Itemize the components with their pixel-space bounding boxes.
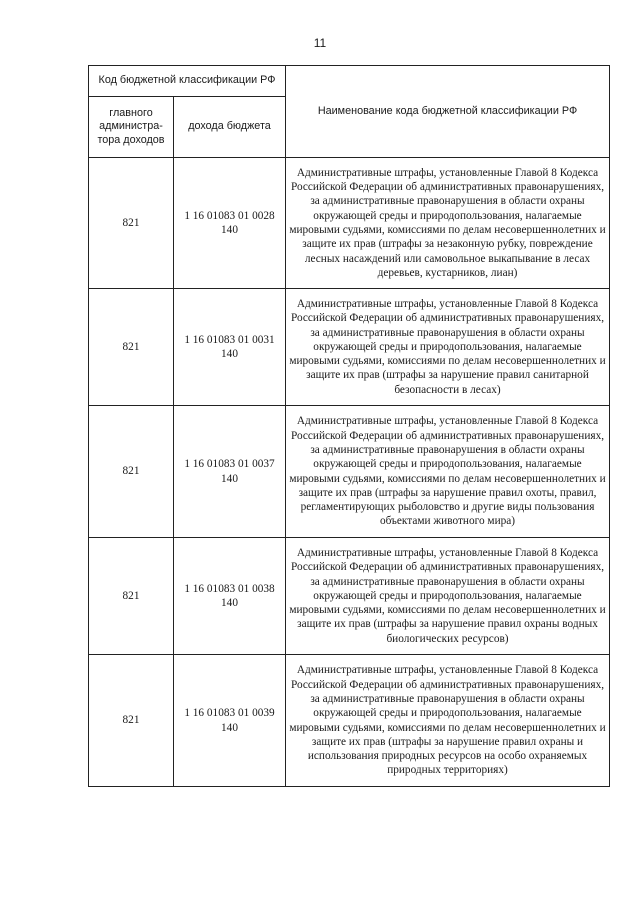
code-name-cell: Административные штрафы, установленные Главой 8 Кодекса Российской Федерации об административных правонарушениях, за административные правонарушения в области охраны окружающей среды и природопользования, налагаемые мировыми судьями, комиссиями по делам несовершеннолетних и защите их прав (штрафы за незаконную рубку, повреждение лесных насаждений или самовольное выкапывание в лесах деревьев, кустарников, лиан) (286, 158, 610, 289)
table-row (89, 538, 610, 655)
budget-classification-table (88, 65, 610, 787)
table-row (89, 655, 610, 787)
income-code-cell: 1 16 01083 01 0037 140 (174, 406, 286, 538)
table-row (89, 158, 610, 289)
table-header (89, 66, 610, 158)
header-code-name: Наименование кода бюджетной классификации РФ (286, 66, 610, 158)
header-budget-code-group: Код бюджетной классификации РФ (89, 66, 286, 97)
header-chief-administrator: главного администра-тора доходов (89, 97, 174, 158)
header-budget-income: дохода бюджета (174, 97, 286, 158)
admin-code-cell: 821 (89, 289, 174, 406)
table-row (89, 289, 610, 406)
admin-code-cell: 821 (89, 158, 174, 289)
code-name-cell: Административные штрафы, установленные Главой 8 Кодекса Российской Федерации об административных правонарушениях, за административные правонарушения в области охраны окружающей среды и природопользования, налагаемые мировыми судьями, комиссиями по делам несовершеннолетних и защите их прав (штрафы за нарушение правил санитарной безопасности в лесах) (286, 289, 610, 406)
income-code-cell: 1 16 01083 01 0031 140 (174, 289, 286, 406)
admin-code-cell: 821 (89, 655, 174, 787)
admin-code-cell: 821 (89, 406, 174, 538)
income-code-cell: 1 16 01083 01 0028 140 (174, 158, 286, 289)
table-body (89, 158, 610, 787)
income-code-cell: 1 16 01083 01 0038 140 (174, 538, 286, 655)
code-name-cell: Административные штрафы, установленные Главой 8 Кодекса Российской Федерации об административных правонарушениях, за административные правонарушения в области охраны окружающей среды и природопользования, налагаемые мировыми судьями, комиссиями по делам несовершеннолетних и защите их прав (штрафы за нарушение правил охоты, правил, регламентирующих рыболовство и другие виды пользования объектами животного мира) (286, 406, 610, 538)
income-code-cell: 1 16 01083 01 0039 140 (174, 655, 286, 787)
code-name-cell: Административные штрафы, установленные Главой 8 Кодекса Российской Федерации об административных правонарушениях, за административные правонарушения в области охраны окружающей среды и природопользования, налагаемые мировыми судьями, комиссиями по делам несовершеннолетних и защите их прав (штрафы за нарушение правил охраны и использования природных ресурсов на особо охраняемых природных территориях) (286, 655, 610, 787)
page-number: 11 (313, 36, 327, 50)
code-name-cell: Административные штрафы, установленные Главой 8 Кодекса Российской Федерации об административных правонарушениях, за административные правонарушения в области охраны окружающей среды и природопользования, налагаемые мировыми судьями, комиссиями по делам несовершеннолетних и защите их прав (штрафы за нарушение правил охраны водных биологических ресурсов) (286, 538, 610, 655)
admin-code-cell: 821 (89, 538, 174, 655)
table-row (89, 406, 610, 538)
